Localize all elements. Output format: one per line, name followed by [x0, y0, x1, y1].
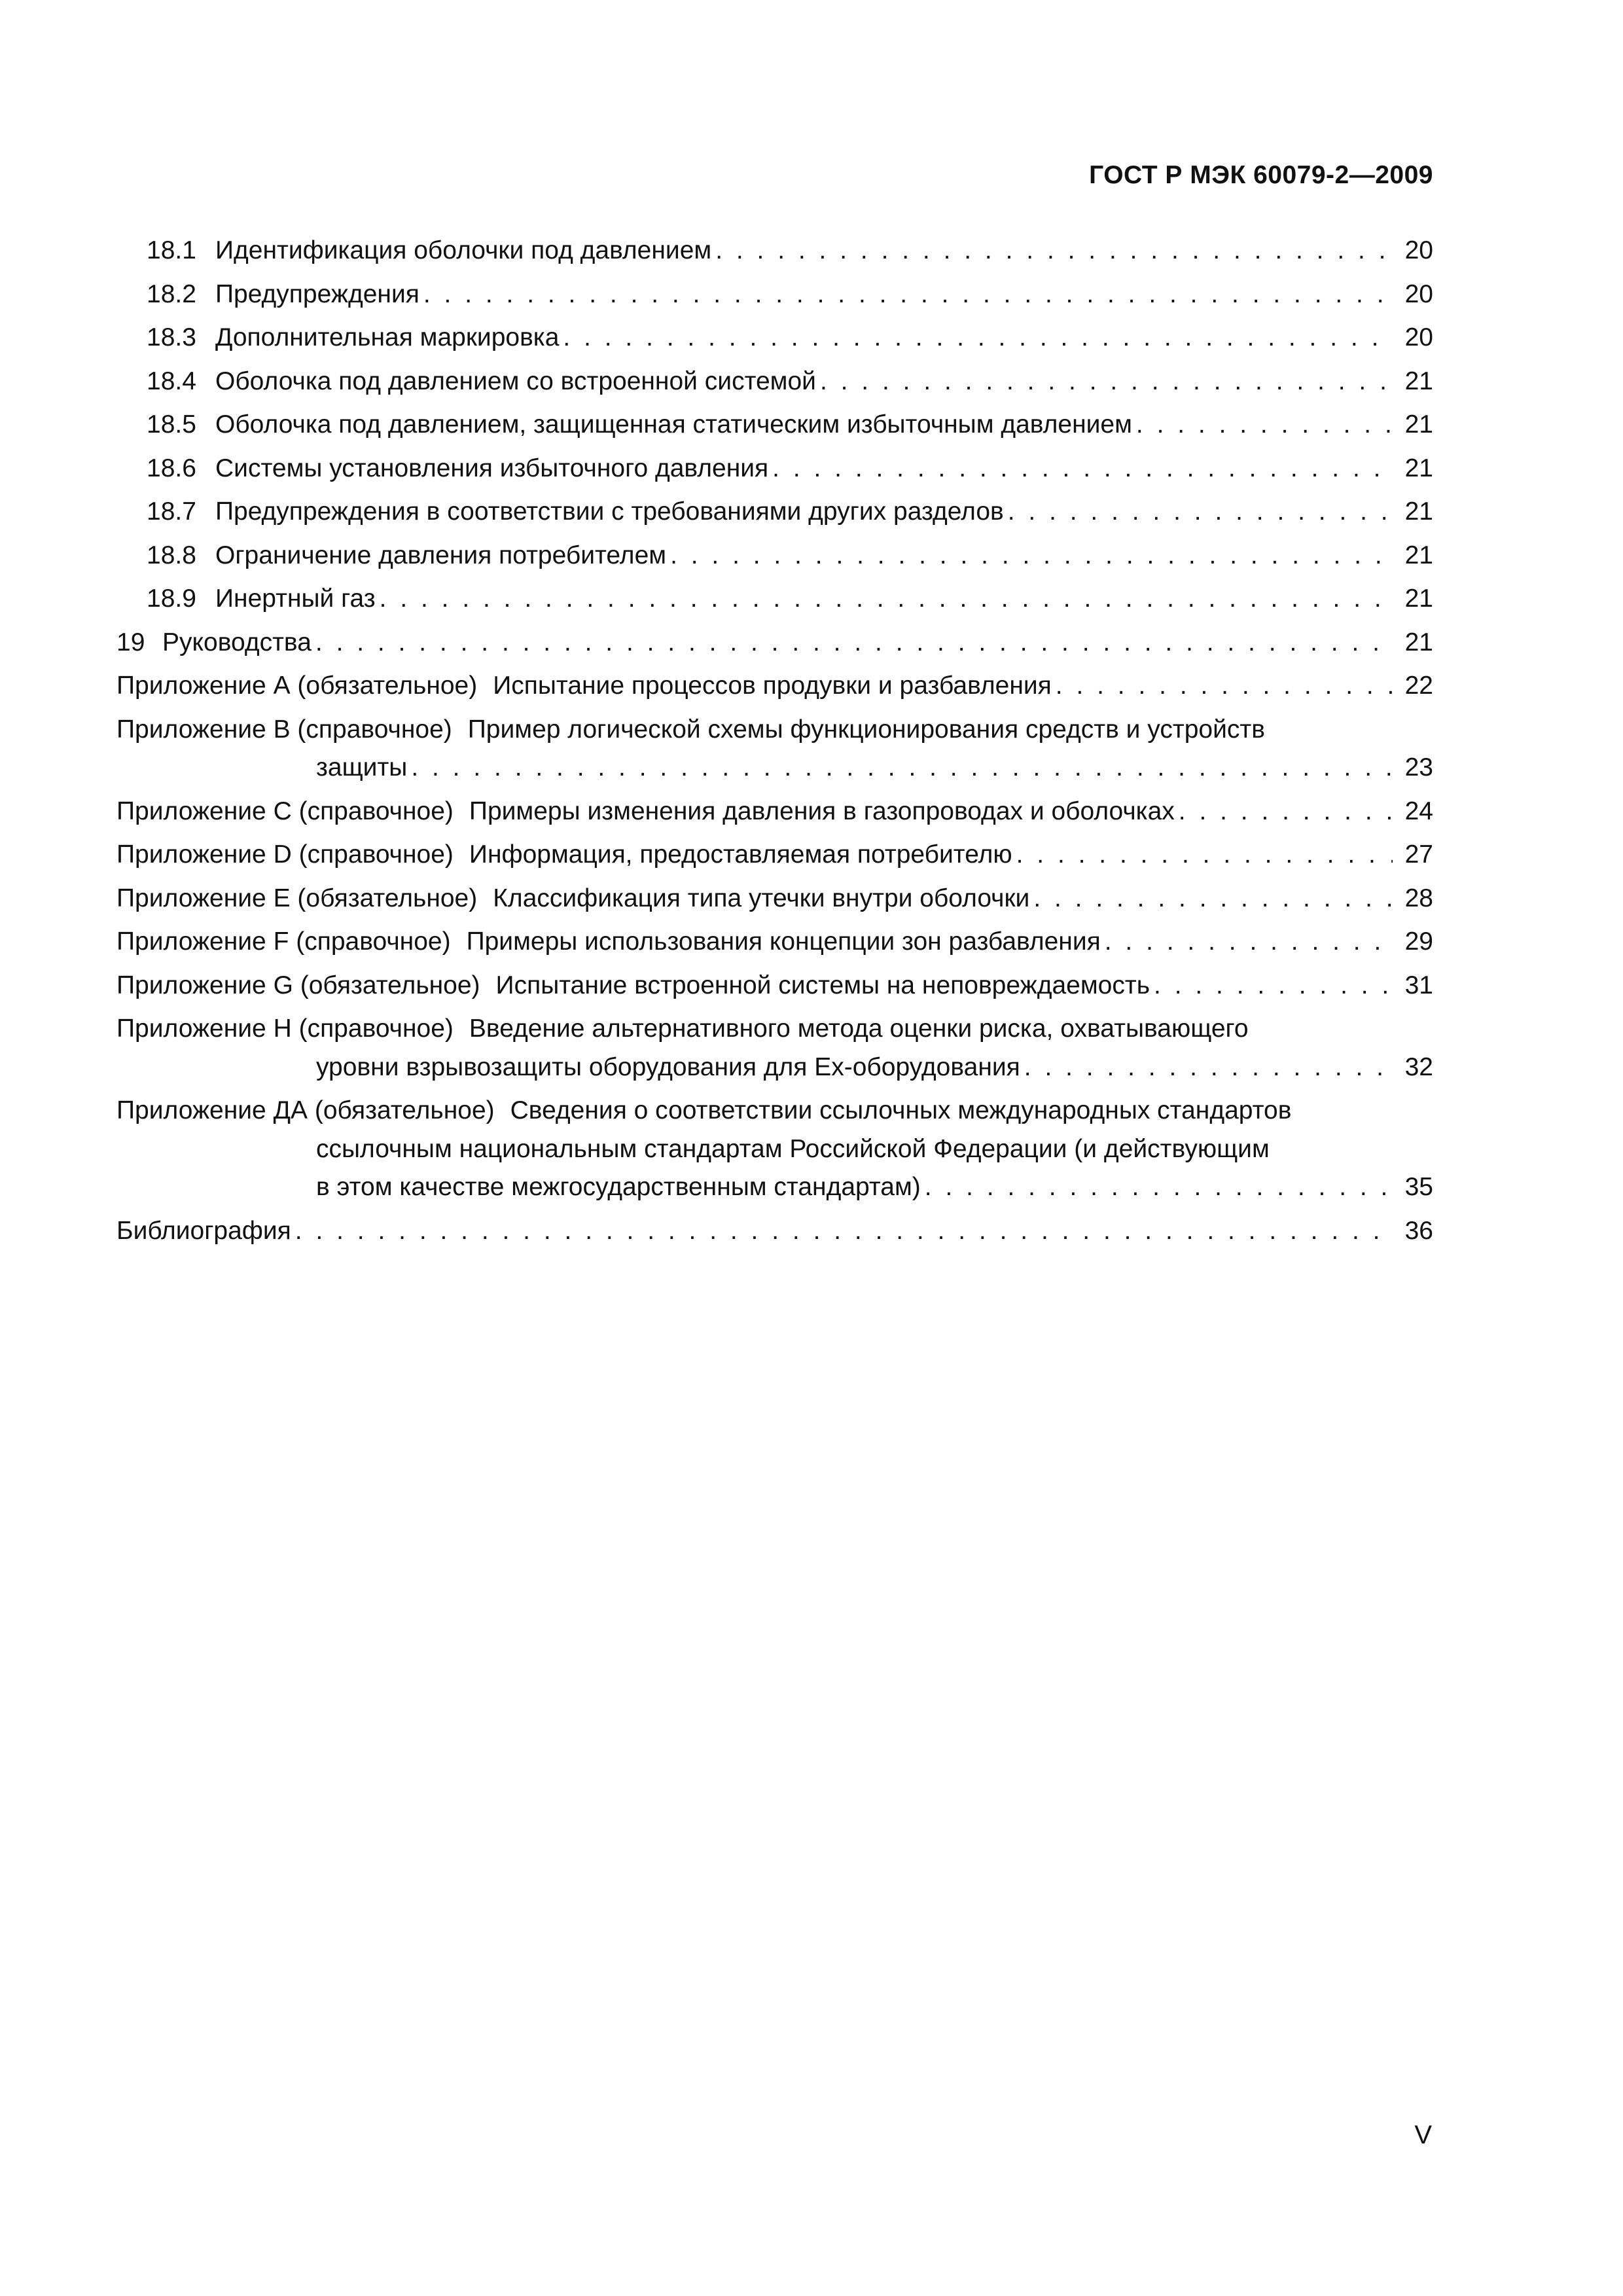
toc-entry-number: 18.2	[147, 279, 196, 308]
annex-label: Приложение Е (обязательное)	[116, 884, 478, 912]
toc-entry-18-2[interactable]	[116, 273, 1433, 317]
toc-entry-page: 22	[1404, 672, 1433, 700]
toc-entry-18-5[interactable]	[116, 403, 1433, 447]
toc-annex-e[interactable]	[116, 877, 1433, 921]
toc-entry-page: 31	[1404, 971, 1433, 999]
annex-label: Приложение В (справочное)	[116, 715, 452, 744]
toc-entry-title: Системы установления избыточного давления	[215, 454, 769, 482]
toc-entry-title: Библиография	[116, 1216, 291, 1245]
toc-entry-page: 20	[1404, 236, 1433, 264]
page-number: V	[1414, 2121, 1432, 2149]
toc-annex-d[interactable]	[116, 833, 1433, 877]
dot-leader	[670, 534, 1393, 578]
toc-annex-a[interactable]	[116, 664, 1433, 708]
annex-title: Испытание встроенной системы на неповреждаемость	[495, 971, 1150, 999]
toc-entry-page: 21	[1404, 541, 1433, 569]
toc-entry-page: 27	[1404, 840, 1433, 869]
toc-entry-page: 20	[1404, 323, 1433, 351]
toc-entry-title: Предупреждения в соответствии с требованиями других разделов	[215, 497, 1004, 526]
annex-title: Классификация типа утечки внутри оболочки	[493, 884, 1030, 912]
annex-label: Приложение С (справочное)	[116, 797, 454, 825]
toc-entry-number: 18.6	[147, 454, 196, 482]
dot-leader	[423, 273, 1393, 317]
annex-label: Приложение Н (справочное)	[116, 1014, 454, 1043]
dot-leader	[1008, 490, 1393, 534]
toc-entry-page: 32	[1404, 1052, 1433, 1081]
toc-entry-page: 36	[1404, 1216, 1433, 1245]
toc-entry-title: Идентификация оболочки под давлением	[215, 236, 712, 264]
toc-annex-da[interactable]	[116, 1089, 1433, 1210]
dot-leader	[1179, 790, 1393, 834]
dot-leader	[772, 447, 1393, 491]
toc-entry-page: 21	[1404, 454, 1433, 482]
annex-title-continued: защиты	[316, 753, 408, 781]
dot-leader	[1056, 664, 1393, 708]
dot-leader	[563, 316, 1393, 360]
annex-label: Приложение А (обязательное)	[116, 672, 478, 700]
annex-label: Приложение D (справочное)	[116, 840, 454, 869]
toc-entry-page: 21	[1404, 584, 1433, 613]
toc-entry-title: Руководства	[162, 628, 312, 656]
annex-title: Примеры изменения давления в газопроводах и оболочках	[469, 797, 1175, 825]
annex-title-continued: ссылочным национальным стандартам Российской Федерации (и действующим	[316, 1134, 1270, 1163]
dot-leader	[1024, 1046, 1393, 1090]
toc-entry-number: 19	[116, 628, 145, 656]
toc-entry-18-1[interactable]	[116, 229, 1433, 273]
toc-entry-number: 18.3	[147, 323, 196, 351]
toc-entry-18-3[interactable]	[116, 316, 1433, 360]
toc-entry-page: 35	[1404, 1173, 1433, 1201]
toc-entry-number: 18.8	[147, 541, 196, 569]
toc-entry-title: Предупреждения	[215, 279, 419, 308]
table-of-contents	[116, 229, 1433, 1253]
toc-entry-page: 28	[1404, 884, 1433, 912]
toc-annex-g[interactable]	[116, 964, 1433, 1008]
toc-annex-c[interactable]	[116, 790, 1433, 834]
dot-leader	[295, 1210, 1393, 1253]
toc-entry-title: Инертный газ	[215, 584, 376, 613]
toc-entry-number: 18.4	[147, 367, 196, 395]
dot-leader	[925, 1166, 1393, 1210]
toc-entry-19[interactable]	[116, 621, 1433, 665]
dot-leader	[1136, 403, 1393, 447]
dot-leader	[1105, 920, 1393, 964]
annex-label: Приложение ДА (обязательное)	[116, 1096, 495, 1124]
dot-leader	[1016, 833, 1393, 877]
toc-entry-page: 21	[1404, 628, 1433, 656]
dot-leader	[1033, 877, 1393, 921]
toc-entry-title: Дополнительная маркировка	[215, 323, 560, 351]
toc-entry-number: 18.1	[147, 236, 196, 264]
toc-entry-page: 29	[1404, 927, 1433, 956]
toc-entry-18-8[interactable]	[116, 534, 1433, 578]
toc-entry-title: Ограничение давления потребителем	[215, 541, 667, 569]
annex-title-continued: уровни взрывозащиты оборудования для Ex-оборудования	[316, 1052, 1020, 1081]
annex-title: Информация, предоставляемая потребителю	[469, 840, 1012, 869]
annex-title: Испытание процессов продувки и разбавления	[493, 672, 1052, 700]
toc-annex-b[interactable]	[116, 708, 1433, 790]
toc-entry-title: Оболочка под давлением со встроенной системой	[215, 367, 816, 395]
toc-entry-page: 24	[1404, 797, 1433, 825]
dot-leader	[315, 621, 1393, 665]
toc-entry-18-7[interactable]	[116, 490, 1433, 534]
annex-title: Введение альтернативного метода оценки риска, охватывающего	[469, 1014, 1249, 1043]
toc-bibliography[interactable]	[116, 1210, 1433, 1253]
toc-entry-page: 21	[1404, 367, 1433, 395]
annex-title: Сведения о соответствии ссылочных международных стандартов	[510, 1096, 1292, 1124]
toc-entry-number: 18.9	[147, 584, 196, 613]
dot-leader	[411, 746, 1393, 790]
annex-label: Приложение F (справочное)	[116, 927, 451, 956]
annex-title: Пример логической схемы функционирования средств и устройств	[467, 715, 1265, 744]
annex-title-continued: в этом качестве межгосударственным стандартам)	[316, 1173, 921, 1201]
toc-entry-18-4[interactable]	[116, 360, 1433, 404]
document-code-header: ГОСТ Р МЭК 60079-2—2009	[1089, 161, 1433, 189]
toc-entry-page: 21	[1404, 410, 1433, 439]
dot-leader	[715, 229, 1393, 273]
dot-leader	[820, 360, 1393, 404]
toc-annex-f[interactable]	[116, 920, 1433, 964]
toc-entry-number: 18.7	[147, 497, 196, 526]
annex-label: Приложение G (обязательное)	[116, 971, 480, 999]
toc-entry-page: 23	[1404, 753, 1433, 781]
toc-entry-18-6[interactable]	[116, 447, 1433, 491]
toc-entry-18-9[interactable]	[116, 577, 1433, 621]
dot-leader	[380, 577, 1393, 621]
toc-entry-page: 20	[1404, 279, 1433, 308]
dot-leader	[1154, 964, 1393, 1008]
toc-entry-title: Оболочка под давлением, защищенная статическим избыточным давлением	[215, 410, 1132, 439]
annex-title: Примеры использования концепции зон разбавления	[466, 927, 1101, 956]
toc-annex-h[interactable]	[116, 1007, 1433, 1089]
toc-entry-page: 21	[1404, 497, 1433, 526]
toc-entry-number: 18.5	[147, 410, 196, 439]
